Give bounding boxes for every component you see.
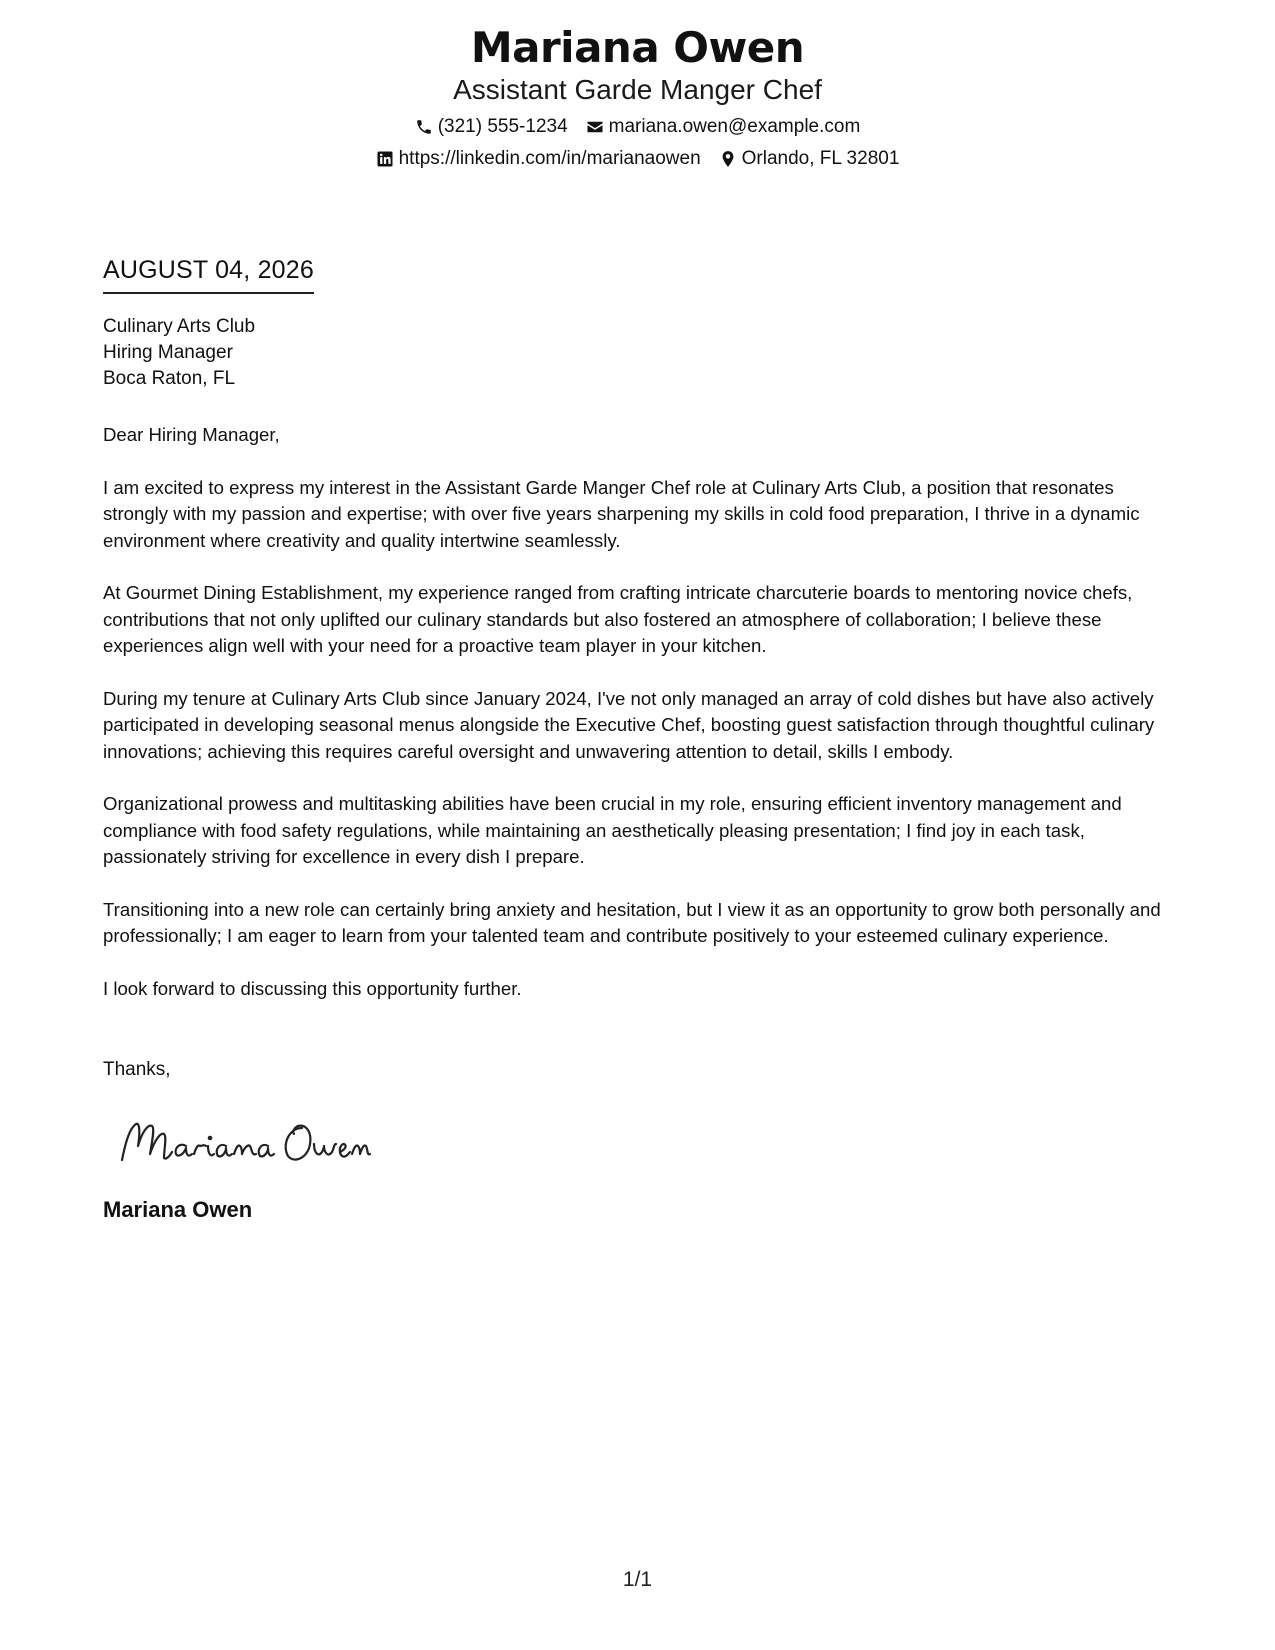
body-paragraph: At Gourmet Dining Establishment, my experience ranged from crafting intricate charcuterie boards to mentoring novice chefs, contributions that not only uplifted our culinary standards but also fostered an atmosphere of collaboration; I believe these experiences align well with your need for a proactive team player in your kitchen. <box>103 582 1133 656</box>
phone-text: (321) 555-1234 <box>437 116 568 137</box>
body-paragraph: I am excited to express my interest in the Assistant Garde Manger Chef role at Culinary Arts Club, a position that resonates strongly with my passion and expertise; with over five years sharpening my skills in cold food preparation, I thrive in a dynamic environment where creativity and quality intertwine seamlessly. <box>103 476 1140 551</box>
applicant-name: Mariana Owen <box>470 23 805 72</box>
salutation: Dear Hiring Manager, <box>103 424 280 445</box>
contact-phone <box>415 114 568 140</box>
signed-name: Mariana Owen <box>103 1197 253 1222</box>
contact-location <box>719 146 900 172</box>
contact-email[interactable] <box>586 114 861 140</box>
contact-linkedin[interactable] <box>376 146 701 172</box>
map-marker-icon <box>719 150 737 168</box>
body-paragraph: Transitioning into a new role can certainly bring anxiety and hesitation, but I view it as an opportunity to grow both personally and professionally; I am eager to learn from your talented team and contribute positively to your esteemed culinary experience. <box>103 898 1161 946</box>
closing-text: Thanks, <box>103 1059 171 1080</box>
recipient-company: Culinary Arts Club <box>103 316 256 337</box>
email-text[interactable]: mariana.owen@example.com <box>608 116 861 137</box>
letter-body <box>103 422 1178 1028</box>
contact-row-secondary <box>0 146 1275 172</box>
signature-image <box>112 1110 372 1172</box>
applicant-role: Assistant Garde Manger Chef <box>453 74 822 105</box>
body-paragraph: I look forward to discussing this opportunity further. <box>103 977 522 999</box>
phone-icon <box>415 118 433 136</box>
contact-row-primary <box>0 114 1275 140</box>
letter-date: AUGUST 04, 2026 <box>103 254 314 294</box>
letter-date-block <box>103 254 314 294</box>
recipient-title: Hiring Manager <box>103 342 233 363</box>
recipient-block <box>103 314 255 392</box>
linkedin-icon <box>376 150 394 168</box>
location-text: Orlando, FL 32801 <box>741 148 900 169</box>
recipient-location: Boca Raton, FL <box>103 368 236 389</box>
letter-header <box>0 20 1275 172</box>
handwritten-signature <box>112 1110 372 1172</box>
body-paragraph: During my tenure at Culinary Arts Club since January 2024, I've not only managed an array of cold dishes but have also actively participated in developing seasonal menus alongside the Executive Chef, boosting guest satisfaction through thoughtful culinary innovations; achieving this requires careful oversight and unwavering attention to detail, skills I embody. <box>103 687 1155 762</box>
linkedin-url[interactable]: https://linkedin.com/in/marianaowen <box>398 148 701 169</box>
envelope-icon <box>586 118 604 136</box>
body-paragraph: Organizational prowess and multitasking abilities have been crucial in my role, ensuring efficient inventory management and compliance with food safety regulations, while maintaining an aesthetically pleasing presentation; I find joy in each task, passionately striving for excellence in every dish I prepare. <box>103 793 1122 867</box>
page-number: 1/1 <box>622 1568 653 1591</box>
